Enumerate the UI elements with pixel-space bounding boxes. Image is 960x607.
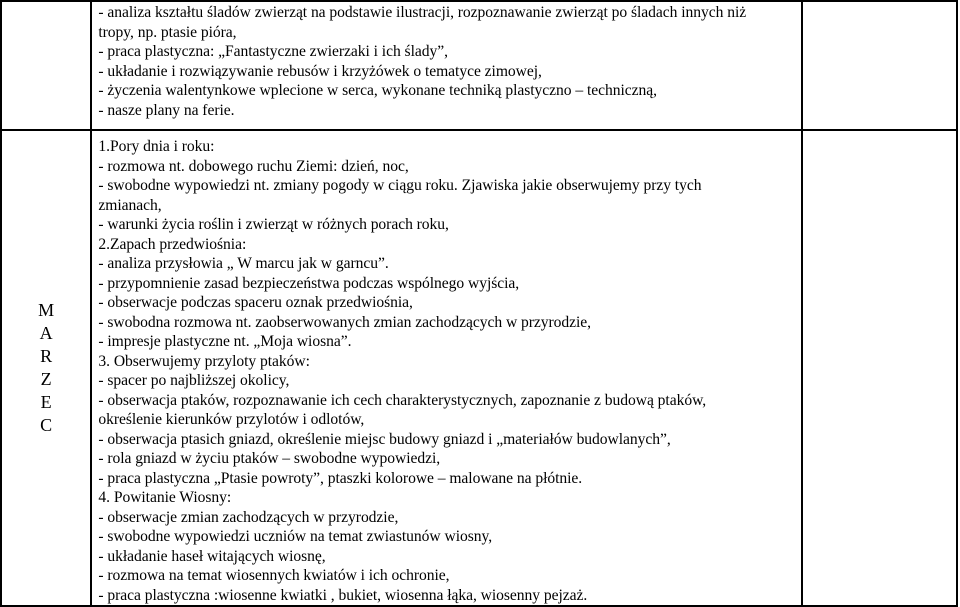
text-line: - praca plastyczna: „Fantastyczne zwierzaki i ich ślady”, [98, 43, 448, 60]
text-line: - obserwacje zmian zachodzących w przyrodzie, [98, 508, 399, 526]
content-cell-february [91, 1, 802, 130]
text-line: zmianach, [98, 196, 162, 214]
text-line: - układanie i rozwiązywanie rebusów i krzyżówek o tematyce zimowej, [98, 62, 542, 80]
month-letter: A [39, 323, 53, 343]
text-line: - praca plastyczna :wiosenne kwiatki , bukiet, wiosenna łąka, wiosenny pejzaż. [98, 586, 588, 604]
month-letter: Z [40, 369, 52, 389]
text-line: określenie kierunków przylotów i odlotów, [98, 411, 365, 428]
text-line: - przypomnienie zasad bezpieczeństwa podczas wspólnego wyjścia, [98, 274, 520, 292]
section-heading: 4. Powitanie Wiosny: [98, 489, 232, 506]
month-letter: M [38, 300, 55, 320]
month-letter: E [40, 392, 52, 412]
text-line: - obserwacje podczas spaceru oznak przedwiośnia, [98, 294, 413, 311]
section-heading: 3. Obserwujemy przyloty ptaków: [98, 352, 310, 370]
text-line: - układanie haseł witających wiosnę, [98, 547, 326, 565]
notes-cell-empty [802, 1, 957, 130]
month-cell-march [1, 130, 91, 606]
table-row-march [1, 130, 957, 606]
text-line: - rozmowa na temat wiosennych kwiatów i ich ochronie, [98, 567, 450, 584]
text-line: - nasze plany na ferie. [98, 101, 235, 119]
text-line: - obserwacja ptaków, rozpoznawanie ich cech charakterystycznych, zapoznanie z budową ptaków, [98, 391, 707, 409]
text-line: - swobodne wypowiedzi nt. zmiany pogody w ciągu roku. Zjawiska jakie obserwujemy przy tych [98, 177, 702, 194]
text-line: - życzenia walentynkowe wplecione w serca, wykonane techniką plastyczno – techniczną, [98, 82, 657, 99]
section-heading: 1.Pory dnia i roku: [98, 138, 215, 155]
text-line: - impresje plastyczne nt. „Moja wiosna”. [98, 333, 352, 350]
text-line: - analiza przysłowia „ W marcu jak w garncu”. [98, 255, 389, 272]
section-heading: 2.Zapach przedwiośnia: [98, 235, 247, 253]
text-line: - rola gniazd w życiu ptaków – swobodne wypowiedzi, [98, 450, 441, 467]
notes-cell-empty [802, 130, 957, 606]
month-letter: R [40, 346, 53, 366]
month-label-vertical [38, 299, 54, 437]
table-row-february [1, 1, 957, 130]
text-line: - obserwacja ptasich gniazd, określenie miejsc budowy gniazd i „materiałów budowlanych”, [98, 430, 671, 448]
text-line: - swobodne wypowiedzi uczniów na temat zwiastunów wiosny, [98, 528, 493, 545]
text-line: - analiza kształtu śladów zwierząt na podstawie ilustracji, rozpoznawanie zwierząt po śladach innych niż [98, 4, 747, 21]
text-line: - warunki życia roślin i zwierząt w różnych porach roku, [98, 216, 449, 233]
text-line: - praca plastyczna „Ptasie powroty”, ptaszki kolorowe – malowane na płótnie. [98, 469, 583, 487]
content-cell-march [91, 130, 802, 606]
text-line: - rozmowa nt. dobowego ruchu Ziemi: dzień, noc, [98, 157, 409, 175]
text-line: - spacer po najbliższej okolicy, [98, 372, 290, 389]
text-line: - swobodna rozmowa nt. zaobserwowanych zmian zachodzących w przyrodzie, [98, 313, 592, 331]
month-letter: C [40, 415, 53, 435]
text-line: tropy, np. ptasie pióra, [98, 23, 237, 41]
month-cell-empty [1, 1, 91, 130]
